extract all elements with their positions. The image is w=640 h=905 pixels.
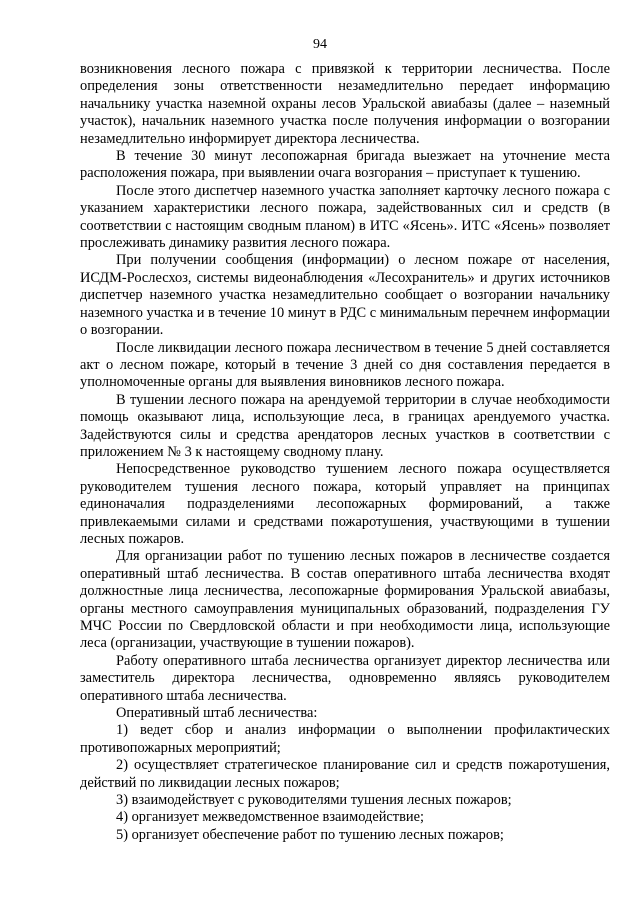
list-item: 2) осуществляет стратегическое планирование сил и средств пожаротушения, действий по ликвидации лесных пожаров;: [80, 757, 610, 791]
list-item: 3) взаимодействует с руководителями тушения лесных пожаров;: [116, 792, 512, 809]
list-item: 4) организует межведомственное взаимодействие;: [116, 809, 424, 826]
document-body: [80, 61, 610, 844]
paragraph-lease-territory: В тушении лесного пожара на арендуемой территории в случае необходимости помощь оказывают лица, использующие леса, в границах арендуемого участка. Задействуются силы и средства арендаторов лесных участков в соответствии с приложением № 3 к настоящему сводному плану.: [80, 391, 610, 460]
page-number: 94: [313, 37, 327, 52]
paragraph-continuation: возникновения лесного пожара с привязкой к территории лесничества. После определения зоны ответственности незамедлительно передает информацию начальнику участка наземной охраны лесов Уральской авиабазы (далее – наземный участок), начальник наземного участка после получения информации о возгорании незамедлительно информирует директора лесничества.: [80, 61, 610, 147]
paragraph-hq-heading: Оперативный штаб лесничества:: [116, 705, 318, 722]
paragraph-fire-card: После этого диспетчер наземного участка заполняет карточку лесного пожара с указанием характеристики лесного пожара, задействованных сил и средств (в соответствии с настоящим сводным планом) в ИТС «Ясень». ИТС «Ясень» позволяет прослеживать динамику развития лесного пожара.: [80, 182, 610, 252]
paragraph-hq-director: Работу оперативного штаба лесничества организует директор лесничества или заместитель директора лесничества, одновременно являясь руководителем оперативного штаба лесничества.: [80, 652, 610, 704]
paragraph-direct-management: Непосредственное руководство тушением лесного пожара осуществляется руководителем тушения лесного пожара, который управляет на принципах единоначалия подразделениями лесопожарных формирований, а также привлекаемыми силами и средствами пожаротушения, участвующими в тушении лесных пожаров.: [80, 461, 610, 547]
list-item: 1) ведет сбор и анализ информации о выполнении профилактических противопожарных мероприятий;: [80, 722, 610, 756]
paragraph-operational-hq: Для организации работ по тушению лесных пожаров в лесничестве создается оперативный штаб лесничества. В состав оперативного штаба лесничества входят должностные лица лесничества, лесопожарные формирования Уральской авиабазы, органы местного самоуправления муниципальных образований, подразделения ГУ МЧС России по Свердловской области и при необходимости лица, использующие леса (организации, участвующие в тушении пожаров).: [80, 548, 610, 652]
paragraph-fire-report: При получении сообщения (информации) о лесном пожаре от населения, ИСДМ-Рослесхоз, системы видеонаблюдения «Лесохранитель» и других источников диспетчер наземного участка незамедлительно сообщает о возгорании начальнику наземного участка и в течение 10 минут в РДС с минимальным перечнем информации о возгорании.: [80, 252, 610, 339]
paragraph-fire-act: После ликвидации лесного пожара лесничеством в течение 5 дней составляется акт о лесном пожаре, который в течение 3 дней со дня составления передается в уполномоченные органы для выявления виновников лесного пожара.: [80, 339, 610, 391]
paragraph-brigade-departure: В течение 30 минут лесопожарная бригада выезжает на уточнение места расположения пожара, при выявлении очага возгорания – приступает к тушению.: [80, 148, 610, 182]
list-item: 5) организует обеспечение работ по тушению лесных пожаров;: [116, 826, 504, 843]
